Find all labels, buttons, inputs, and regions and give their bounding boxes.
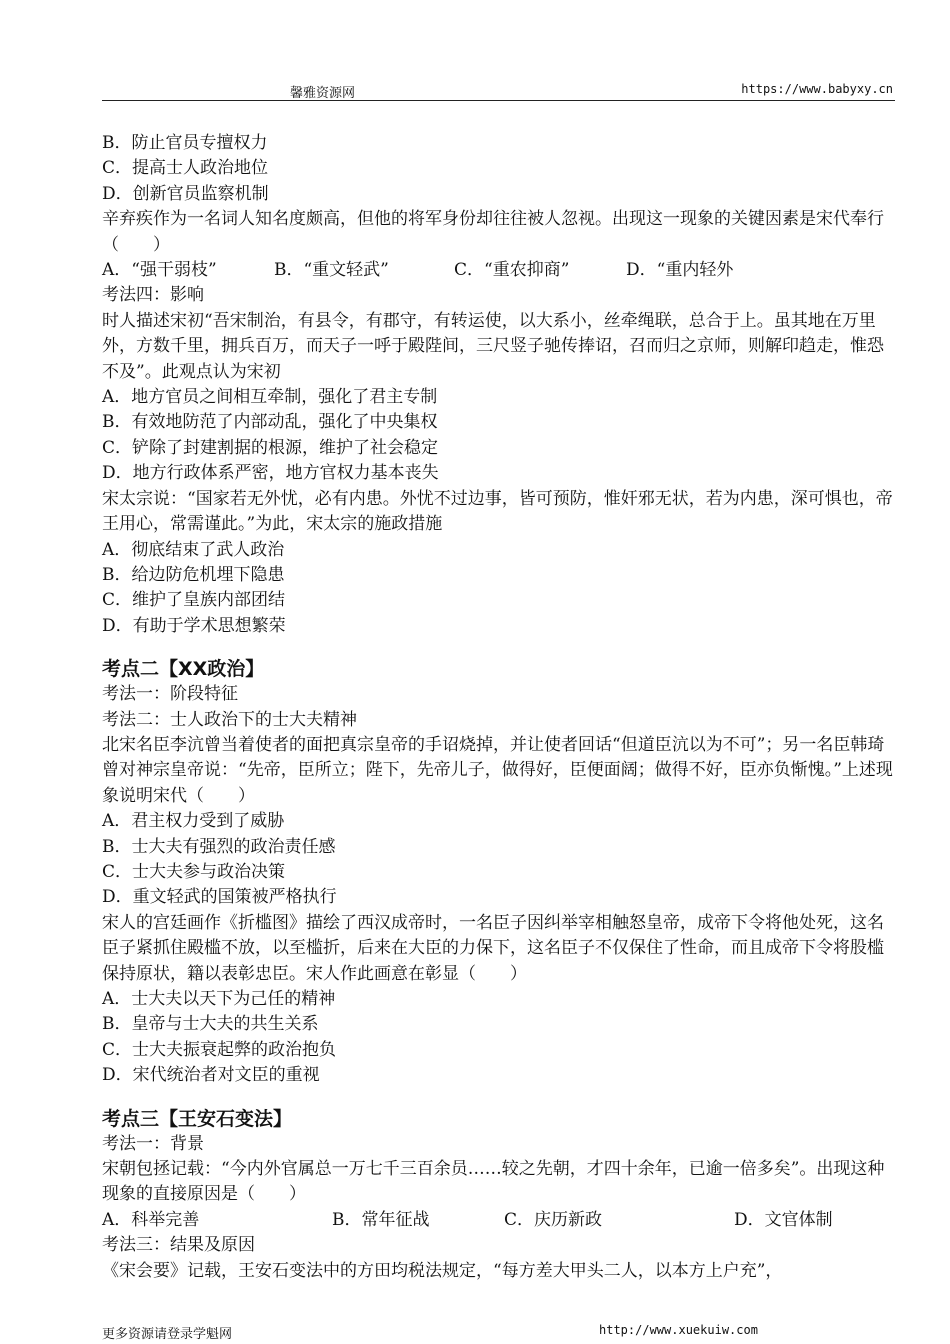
option: C．维护了皇族内部团结 <box>102 590 286 611</box>
option: A．士大夫以天下为己任的精神 <box>102 989 336 1009</box>
method-label: 考法一：背景 <box>102 1133 204 1154</box>
option: A．君主权力受到了威胁 <box>102 811 285 832</box>
document-body <box>102 131 897 1284</box>
section-heading: 考点二【XX政治】 <box>102 658 265 681</box>
option: D．“重内轻外 <box>626 260 734 281</box>
question-stem: 宋太宗说：“国家若无外忧，必有内患。外忧不过边事，皆可预防，惟奸邪无状，若为内患，深可惧也，帝王用心，常需谨此。”为此，宋太宗的施政措施 <box>102 488 893 535</box>
footer-url: http://www.xuekuiw.com <box>599 1323 758 1337</box>
option: C．士大夫振衰起弊的政治抱负 <box>102 1039 337 1060</box>
option: B．防止官员专擅权力 <box>102 133 268 153</box>
option: A．“强干弱枝” <box>102 260 217 281</box>
option: B．有效地防范了内部动乱，强化了中央集权 <box>102 412 438 433</box>
option: D．地方行政体系严密，地方官权力基本丧失 <box>102 463 439 484</box>
option: D．重文轻武的国策被严格执行 <box>102 887 337 908</box>
page-footer <box>102 1323 895 1342</box>
option: A．科举完善 <box>102 1209 200 1230</box>
option: C．庆历新政 <box>504 1209 603 1230</box>
option: B．常年征战 <box>332 1209 430 1230</box>
option: A．地方官员之间相互牵制，强化了君主专制 <box>102 387 438 408</box>
header-site-name: 馨雅资源网 <box>290 86 356 101</box>
question-stem: 辛弃疾作为一名词人知名度颇高，但他的将军身份却往往被人忽视。出现这一现象的关键因素是宋代奉行（ ） <box>102 209 884 255</box>
page-header <box>102 78 895 101</box>
option: C．士大夫参与政治决策 <box>102 861 286 882</box>
option: B．士大夫有强烈的政治责任感 <box>102 836 336 857</box>
option: B．“重文轻武” <box>274 260 389 281</box>
question-stem: 宋朝包拯记载：“今内外官属总一万七千三百余员……较之先朝，才四十余年，已逾一倍多矣”。出现这种现象的直接原因是（ ） <box>102 1159 885 1205</box>
header-url: https://www.babyxy.cn <box>741 82 893 96</box>
option: A．彻底结束了武人政治 <box>102 539 285 560</box>
method-label: 考法一：阶段特征 <box>102 684 238 705</box>
section-heading: 考点三【王安石变法】 <box>102 1107 293 1130</box>
option: C．“重农抑商” <box>454 260 570 281</box>
question-stem: 宋人的宫廷画作《折槛图》描绘了西汉成帝时，一名臣子因纠举宰相触怒皇帝，成帝下令将他处死，这名臣子紧抓住殿槛不放，以至槛折，后来在大臣的力保下，这名臣子不仅保住了性命，而且成帝下令将股槛保持原状，籍以表彰忠臣。宋人作此画意在彰显（ ） <box>102 912 884 984</box>
option: D．文官体制 <box>734 1209 833 1230</box>
option: B．给边防危机埋下隐患 <box>102 564 285 585</box>
option: D．有助于学术思想繁荣 <box>102 615 286 636</box>
question-stem: 时人描述宋初“吾宋制治，有县令，有郡守，有转运使，以大系小，丝牵绳联，总合于上。虽其地在万里外，方数千里，拥兵百万，而天子一呼于殿陛间，三尺竖子驰传捧诏，召而归之京师，则解印趋走，惟恐不及”。此观点认为宋初 <box>102 310 884 382</box>
option: D．创新官员监察机制 <box>102 183 269 204</box>
question-stem: 《宋会要》记载，王安石变法中的方田均税法规定，“每方差大甲头二人，以本方上户充”， <box>102 1260 783 1281</box>
option: D．宋代统治者对文臣的重视 <box>102 1065 320 1086</box>
question-stem: 北宋名臣李沆曾当着使者的面把真宗皇帝的手诏烧掉，并让使者回话“但道臣沆以为不可”；另一名臣韩琦曾对神宗皇帝说：“先帝，臣所立；陛下，先帝儿子，做得好，臣便面阔；做得不好，臣亦负惭愧。”上述现象说明宋代（ ） <box>102 734 893 806</box>
option: B．皇帝与士大夫的共生关系 <box>102 1014 319 1035</box>
option: C．铲除了封建割据的根源，维护了社会稳定 <box>102 437 439 458</box>
method-label: 考法四：影响 <box>102 285 204 306</box>
method-label: 考法三：结果及原因 <box>102 1235 255 1256</box>
option: C．提高士人政治地位 <box>102 158 269 179</box>
options-row <box>102 258 897 283</box>
method-label: 考法二：士人政治下的士大夫精神 <box>102 709 357 730</box>
footer-left-text: 更多资源请登录学魁网 <box>102 1327 233 1342</box>
options-row <box>102 1208 897 1233</box>
